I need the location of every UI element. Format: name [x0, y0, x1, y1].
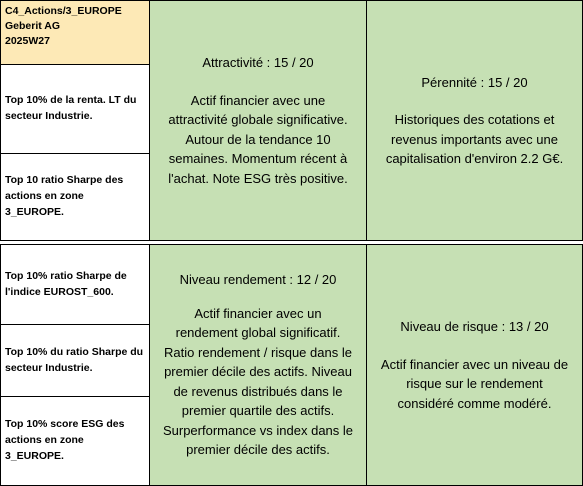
header-cell: [0, 0, 150, 65]
criteria-text: Top 10% de la renta. LT du: [5, 94, 137, 107]
description-line: Actif financier avec une: [190, 92, 326, 108]
risque-cell: [366, 244, 583, 486]
attractivite-cell: [149, 0, 367, 241]
description-line: de revenus distribués dans le: [173, 383, 343, 399]
criteria-cell-4: [0, 324, 150, 397]
criteria-text: secteur Industrie.: [5, 361, 93, 374]
description-line: Actif financier avec un niveau de: [380, 356, 569, 372]
risque-description: [381, 355, 568, 414]
description-line: semaines. Momentum récent à: [168, 151, 348, 166]
risque-title: Niveau de risque : 13 / 20: [400, 319, 549, 334]
attractivite-description: [168, 91, 348, 189]
attractivite-title: Attractivité : 15 / 20: [202, 55, 314, 70]
rendement-description: [163, 304, 353, 460]
criteria-text: Top 10% score ESG des: [5, 418, 125, 431]
description-line: Surperformance vs index dans le: [162, 422, 354, 438]
description-line: considéré comme modéré.: [397, 395, 552, 411]
description-line: attractivité globale significative.: [168, 112, 348, 127]
criteria-text: l'indice EUROST_600.: [5, 285, 114, 298]
criteria-text: secteur Industrie.: [5, 110, 93, 122]
description-line: premier quartile des actifs.: [181, 403, 335, 419]
header-company: Geberit AG: [5, 20, 61, 33]
description-line: risque sur le rendement: [406, 376, 543, 391]
description-line: capitalisation d'environ 2.2 G€.: [385, 151, 564, 166]
description-line: Autour de la tendance 10: [185, 131, 331, 147]
criteria-text: Top 10 ratio Sharpe des: [5, 174, 124, 187]
criteria-text: Top 10% ratio Sharpe de: [5, 269, 127, 282]
description-line: l'achat. Note ESG très positive.: [168, 170, 348, 186]
header-week: 2025W27: [5, 35, 50, 48]
criteria-cell-3: [0, 244, 150, 325]
description-line: revenus importants avec une: [391, 131, 558, 147]
criteria-text: actions en zone 3_EUROPE.: [5, 190, 84, 218]
criteria-cell-5: [0, 396, 150, 486]
perennite-title: Pérennité : 15 / 20: [421, 74, 528, 90]
perennite-cell: [366, 0, 583, 241]
description-line: rendement global significatif.: [175, 325, 341, 341]
description-line: Ratio rendement / risque dans le: [164, 344, 352, 360]
description-line: Historiques des cotations et: [394, 112, 555, 127]
criteria-text: Top 10% du ratio Sharpe du: [5, 345, 144, 358]
criteria-cell-1: [0, 64, 150, 154]
rendement-cell: [149, 244, 367, 486]
criteria-cell-2: [0, 153, 150, 241]
description-line: premier décile des actifs.: [186, 442, 330, 458]
header-portfolio: C4_Actions/3_EUROPE: [5, 5, 122, 17]
description-line: Actif financier avec un: [194, 305, 322, 321]
perennite-description: [386, 110, 563, 169]
criteria-text: actions en zone 3_EUROPE.: [5, 434, 84, 462]
description-line: premier décile des actifs. Niveau: [164, 364, 352, 380]
rendement-title: Niveau rendement : 12 / 20: [179, 272, 337, 288]
